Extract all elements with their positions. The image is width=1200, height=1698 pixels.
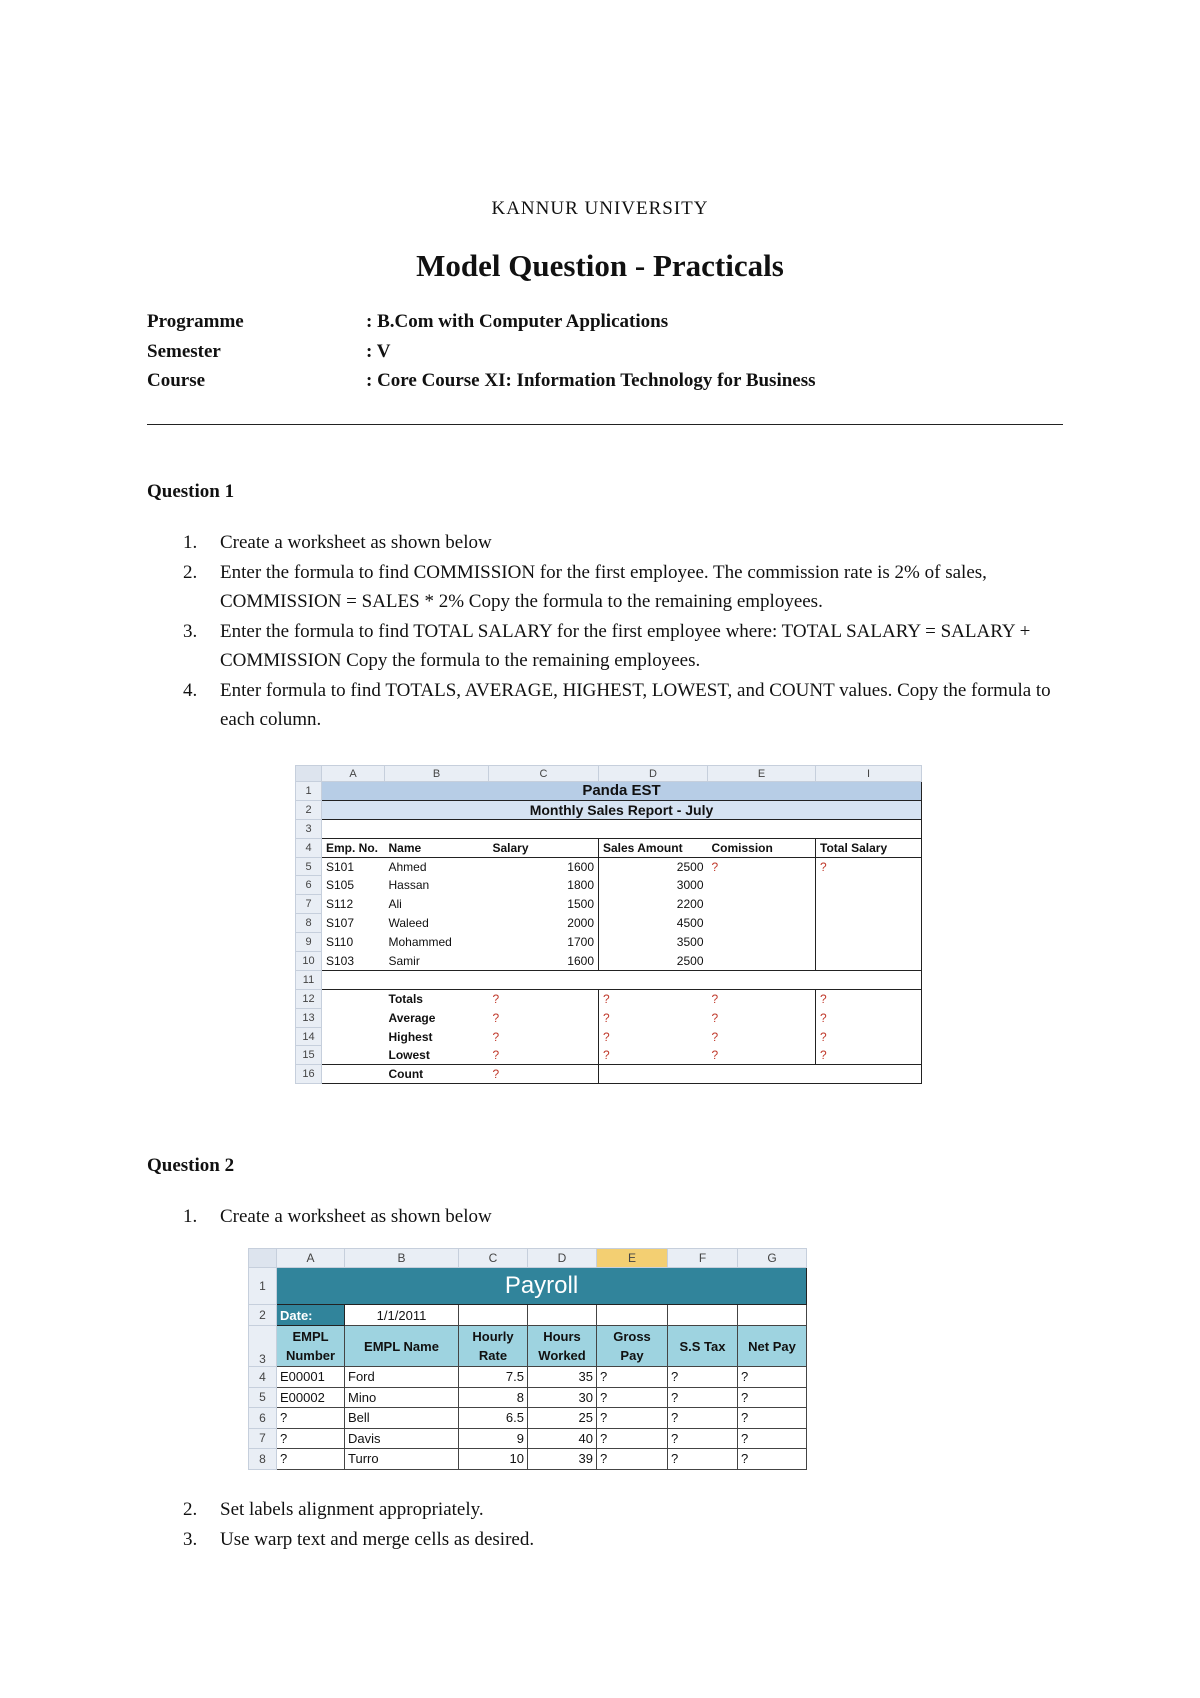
header-cell[interactable]: Name xyxy=(385,838,489,857)
list-item xyxy=(147,1525,1067,1555)
cell[interactable]: Ahmed xyxy=(388,859,427,874)
cell[interactable]: ? xyxy=(708,1027,816,1046)
column-header[interactable]: D xyxy=(528,1249,597,1268)
header-cell[interactable]: Salary xyxy=(489,838,599,857)
cell[interactable] xyxy=(816,876,922,895)
cell[interactable]: 6.5 xyxy=(459,1408,528,1429)
row-header[interactable]: 3 xyxy=(249,1326,277,1367)
item-text: Enter the formula to find COMMISSION for the first employee. The commission rate is 2% of sales, COMMISSION = SALES * 2% Copy the formula to the remaining employees. xyxy=(220,561,987,612)
item-number: 2. xyxy=(183,1499,198,1520)
cell[interactable] xyxy=(322,989,385,1008)
table-row xyxy=(249,1268,807,1305)
summary-label[interactable]: Totals xyxy=(388,991,423,1006)
cell[interactable]: ? xyxy=(816,989,922,1008)
cell[interactable]: ? xyxy=(668,1367,738,1388)
table-row xyxy=(296,782,922,801)
cell[interactable]: 25 xyxy=(528,1408,597,1429)
cell[interactable]: 9 xyxy=(459,1428,528,1449)
header-cell[interactable]: Net Pay xyxy=(738,1326,807,1367)
cell[interactable] xyxy=(322,1008,385,1027)
table-row xyxy=(249,1367,807,1388)
summary-label[interactable]: Count xyxy=(385,1065,489,1084)
cell[interactable]: 4500 xyxy=(676,916,704,931)
meta-label: Programme xyxy=(147,311,244,332)
cell[interactable]: ? xyxy=(597,1367,668,1388)
header-cell[interactable]: Total Salary xyxy=(816,838,922,857)
cell[interactable]: ? xyxy=(816,1008,922,1027)
cell[interactable]: ? xyxy=(708,989,816,1008)
cell[interactable]: ? xyxy=(738,1408,807,1429)
row-header[interactable]: 1 xyxy=(249,1268,277,1305)
table-row xyxy=(296,1046,922,1065)
cell[interactable] xyxy=(322,1065,385,1084)
list-item xyxy=(147,558,1067,617)
course-meta xyxy=(147,311,816,400)
cell[interactable]: Mino xyxy=(345,1387,459,1408)
row-header[interactable]: 6 xyxy=(249,1408,277,1429)
cell[interactable] xyxy=(708,1065,816,1084)
payroll-sheet xyxy=(248,1248,807,1470)
cell[interactable]: ? xyxy=(603,991,610,1006)
table-row xyxy=(249,1387,807,1408)
item-text: Set labels alignment appropriately. xyxy=(220,1499,484,1520)
item-number: 3. xyxy=(183,620,198,642)
column-header-row xyxy=(296,766,922,782)
cell[interactable]: ? xyxy=(708,1046,816,1065)
cell[interactable] xyxy=(599,1065,708,1084)
meta-row-semester xyxy=(147,341,816,371)
cell[interactable]: Bell xyxy=(345,1408,459,1429)
date-value[interactable]: 1/1/2011 xyxy=(345,1305,459,1326)
header-row xyxy=(296,838,922,857)
cell[interactable]: ? xyxy=(816,857,922,876)
cell[interactable]: ? xyxy=(816,1046,922,1065)
column-header[interactable]: A xyxy=(322,766,385,782)
column-header[interactable]: E xyxy=(708,766,816,782)
cell[interactable] xyxy=(816,933,922,952)
column-header[interactable]: C xyxy=(459,1249,528,1268)
header-row xyxy=(249,1326,807,1367)
row-header[interactable]: 8 xyxy=(296,914,322,933)
header-cell[interactable]: S.S Tax xyxy=(668,1326,738,1367)
empty-cell[interactable] xyxy=(322,819,922,838)
cell[interactable] xyxy=(528,1305,597,1326)
table-row xyxy=(296,970,922,989)
cell[interactable]: ? xyxy=(603,1029,610,1044)
cell[interactable]: Mohammed xyxy=(388,935,452,950)
column-header[interactable]: B xyxy=(345,1249,459,1268)
table-row xyxy=(296,952,922,971)
empty-cell[interactable] xyxy=(322,970,922,989)
column-header[interactable]: D xyxy=(599,766,708,782)
cell[interactable]: ? xyxy=(668,1449,738,1470)
cell[interactable]: ? xyxy=(489,1027,599,1046)
cell[interactable]: 10 xyxy=(459,1449,528,1470)
cell[interactable]: ? xyxy=(277,1449,345,1470)
cell[interactable]: S112 xyxy=(322,895,385,914)
cell[interactable]: 1500 xyxy=(489,895,599,914)
header-cell[interactable]: EMPL Name xyxy=(345,1326,459,1367)
cell[interactable]: 30 xyxy=(528,1387,597,1408)
cell[interactable] xyxy=(816,895,922,914)
list-item xyxy=(147,1202,1067,1232)
cell[interactable]: ? xyxy=(708,857,816,876)
meta-label: Course xyxy=(147,370,206,391)
item-text: Enter the formula to find TOTAL SALARY for the first employee where: TOTAL SALARY = SALARY + COMMISSION Copy the formula to the remaining employees. xyxy=(220,620,1031,671)
cell[interactable] xyxy=(708,895,816,914)
cell[interactable]: ? xyxy=(597,1387,668,1408)
column-header-row xyxy=(249,1249,807,1268)
divider xyxy=(147,424,1063,425)
question-1-list xyxy=(147,528,1067,735)
cell[interactable]: ? xyxy=(489,989,599,1008)
cell[interactable]: ? xyxy=(277,1408,345,1429)
row-header[interactable]: 5 xyxy=(249,1387,277,1408)
summary-label[interactable]: Lowest xyxy=(385,1046,489,1065)
cell[interactable]: ? xyxy=(738,1367,807,1388)
cell[interactable] xyxy=(668,1305,738,1326)
cell[interactable]: ? xyxy=(668,1408,738,1429)
question-2-list-part2 xyxy=(147,1495,1067,1554)
cell[interactable]: ? xyxy=(603,1010,610,1025)
table-row xyxy=(249,1428,807,1449)
cell[interactable]: 3500 xyxy=(676,935,704,950)
header-cell[interactable]: Sales Amount xyxy=(599,838,708,857)
row-header[interactable]: 2 xyxy=(249,1305,277,1326)
cell[interactable]: 1600 xyxy=(489,857,599,876)
cell[interactable]: S110 xyxy=(322,933,385,952)
cell[interactable]: ? xyxy=(277,1428,345,1449)
table-row xyxy=(296,1027,922,1046)
table-row xyxy=(249,1449,807,1470)
row-header[interactable]: 4 xyxy=(249,1367,277,1388)
table-row xyxy=(296,857,922,876)
header-cell[interactable]: Gross Pay xyxy=(597,1326,668,1367)
cell[interactable] xyxy=(708,876,816,895)
cell[interactable]: 3000 xyxy=(676,878,704,893)
column-header[interactable]: I xyxy=(816,766,922,782)
cell[interactable] xyxy=(708,952,816,971)
cell[interactable]: 2500 xyxy=(676,859,704,874)
cell[interactable]: Waleed xyxy=(388,916,429,931)
select-all-corner[interactable] xyxy=(296,766,322,782)
row-header[interactable]: 1 xyxy=(296,782,322,801)
cell[interactable]: ? xyxy=(597,1449,668,1470)
row-header[interactable]: 7 xyxy=(249,1428,277,1449)
cell[interactable] xyxy=(816,914,922,933)
cell[interactable]: ? xyxy=(599,1046,708,1065)
row-header[interactable]: 16 xyxy=(296,1065,322,1084)
cell[interactable]: Ali xyxy=(388,897,402,912)
table-row xyxy=(296,800,922,819)
table-row xyxy=(249,1408,807,1429)
header-cell[interactable]: Hours Worked xyxy=(528,1326,597,1367)
question-1-heading: Question 1 xyxy=(147,481,235,502)
table-row xyxy=(296,819,922,838)
cell[interactable] xyxy=(816,952,922,971)
select-all-corner[interactable] xyxy=(249,1249,277,1268)
cell[interactable]: 1800 xyxy=(489,876,599,895)
cell[interactable]: ? xyxy=(489,1008,599,1027)
cell[interactable] xyxy=(816,1065,922,1084)
row-header[interactable]: 4 xyxy=(296,838,322,857)
table-row xyxy=(249,1305,807,1326)
row-header[interactable]: 2 xyxy=(296,800,322,819)
row-header[interactable]: 6 xyxy=(296,876,322,895)
cell[interactable]: 2000 xyxy=(489,914,599,933)
row-header[interactable]: 5 xyxy=(296,857,322,876)
cell[interactable]: Turro xyxy=(345,1449,459,1470)
row-header[interactable]: 8 xyxy=(249,1449,277,1470)
meta-row-programme xyxy=(147,311,816,341)
table-row xyxy=(296,933,922,952)
cell[interactable]: Samir xyxy=(385,952,489,971)
cell[interactable] xyxy=(597,1305,668,1326)
sheet-title[interactable]: Panda EST xyxy=(322,782,922,801)
sheet-title[interactable]: Payroll xyxy=(277,1268,807,1305)
date-label[interactable]: Date: xyxy=(277,1305,345,1326)
item-text: Create a worksheet as shown below xyxy=(220,532,492,553)
university-name: KANNUR UNIVERSITY xyxy=(491,198,709,219)
cell[interactable]: 35 xyxy=(528,1367,597,1388)
cell[interactable]: 8 xyxy=(459,1387,528,1408)
cell[interactable] xyxy=(738,1305,807,1326)
column-header[interactable]: F xyxy=(668,1249,738,1268)
cell[interactable]: 2500 xyxy=(599,952,708,971)
cell[interactable]: 2200 xyxy=(676,897,704,912)
meta-value: : B.Com with Computer Applications xyxy=(366,311,669,332)
cell[interactable]: Ford xyxy=(345,1367,459,1388)
column-header[interactable]: B xyxy=(385,766,489,782)
item-number: 2. xyxy=(183,561,198,583)
item-number: 1. xyxy=(183,532,198,553)
sales-report-sheet xyxy=(295,765,922,1084)
question-2-heading: Question 2 xyxy=(147,1155,235,1176)
column-header[interactable]: G xyxy=(738,1249,807,1268)
cell[interactable]: S107 xyxy=(322,914,385,933)
cell[interactable]: 1700 xyxy=(489,933,599,952)
question-2-list-part1 xyxy=(147,1202,1067,1232)
row-header[interactable]: 9 xyxy=(296,933,322,952)
sheet-subtitle[interactable]: Monthly Sales Report - July xyxy=(322,800,922,819)
cell[interactable]: ? xyxy=(668,1428,738,1449)
table-row xyxy=(296,1065,922,1084)
list-item xyxy=(147,617,1067,676)
item-text: Enter formula to find TOTALS, AVERAGE, HIGHEST, LOWEST, and COUNT values. Copy the formula to each column. xyxy=(220,679,1051,730)
meta-value: : V xyxy=(366,340,391,362)
cell[interactable]: 1600 xyxy=(489,952,599,971)
item-number: 1. xyxy=(183,1206,198,1227)
meta-value: : Core Course XI: Information Technology for Business xyxy=(366,370,816,391)
header-cell[interactable]: Comission xyxy=(708,838,816,857)
cell[interactable]: ? xyxy=(668,1387,738,1408)
item-number: 3. xyxy=(183,1528,198,1550)
cell[interactable] xyxy=(708,933,816,952)
table-row xyxy=(296,989,922,1008)
cell[interactable]: ? xyxy=(816,1027,922,1046)
table-row xyxy=(296,876,922,895)
cell[interactable]: S105 xyxy=(322,876,385,895)
cell[interactable]: ? xyxy=(597,1428,668,1449)
cell[interactable]: E00001 xyxy=(277,1367,345,1388)
column-header-selected[interactable]: E xyxy=(597,1249,668,1268)
header-cell[interactable]: Emp. No. xyxy=(322,838,385,857)
row-header[interactable]: 7 xyxy=(296,895,322,914)
header-cell[interactable]: Hourly Rate xyxy=(459,1326,528,1367)
cell[interactable]: ? xyxy=(708,1008,816,1027)
cell[interactable] xyxy=(322,1046,385,1065)
cell[interactable] xyxy=(708,914,816,933)
row-header[interactable]: 15 xyxy=(296,1046,322,1065)
cell[interactable]: E00002 xyxy=(277,1387,345,1408)
cell[interactable] xyxy=(459,1305,528,1326)
cell[interactable]: 39 xyxy=(528,1449,597,1470)
cell[interactable]: ? xyxy=(489,1065,599,1084)
cell[interactable]: ? xyxy=(738,1387,807,1408)
summary-label[interactable]: Highest xyxy=(388,1029,433,1044)
item-number: 4. xyxy=(183,679,198,701)
column-header[interactable]: C xyxy=(489,766,599,782)
cell[interactable]: Davis xyxy=(345,1428,459,1449)
summary-label[interactable]: Average xyxy=(388,1010,436,1025)
table-row xyxy=(296,914,922,933)
cell[interactable]: ? xyxy=(489,1046,599,1065)
row-header[interactable]: 12 xyxy=(296,989,322,1008)
list-item xyxy=(147,528,1067,558)
header-cell[interactable]: EMPL Number xyxy=(277,1326,345,1367)
meta-row-course xyxy=(147,370,816,400)
item-text: Use warp text and merge cells as desired. xyxy=(220,1528,535,1550)
cell[interactable]: Hassan xyxy=(388,878,430,893)
cell[interactable]: ? xyxy=(738,1449,807,1470)
cell[interactable]: 7.5 xyxy=(459,1367,528,1388)
cell[interactable]: ? xyxy=(597,1408,668,1429)
cell[interactable]: S101 xyxy=(322,857,385,876)
list-item xyxy=(147,676,1067,735)
cell[interactable]: S103 xyxy=(322,952,385,971)
list-item xyxy=(147,1495,1067,1525)
table-row xyxy=(296,895,922,914)
cell[interactable] xyxy=(322,1027,385,1046)
row-header[interactable]: 13 xyxy=(296,1008,322,1027)
item-text: Create a worksheet as shown below xyxy=(220,1206,492,1227)
column-header[interactable]: A xyxy=(277,1249,345,1268)
page-title: Model Question - Practicals xyxy=(416,248,784,283)
cell[interactable]: ? xyxy=(738,1428,807,1449)
row-header[interactable]: 11 xyxy=(296,970,322,989)
table-row xyxy=(296,1008,922,1027)
cell[interactable]: 40 xyxy=(528,1428,597,1449)
row-header[interactable]: 14 xyxy=(296,1027,322,1046)
row-header[interactable]: 3 xyxy=(296,819,322,838)
meta-label: Semester xyxy=(147,340,221,362)
row-header[interactable]: 10 xyxy=(296,952,322,971)
